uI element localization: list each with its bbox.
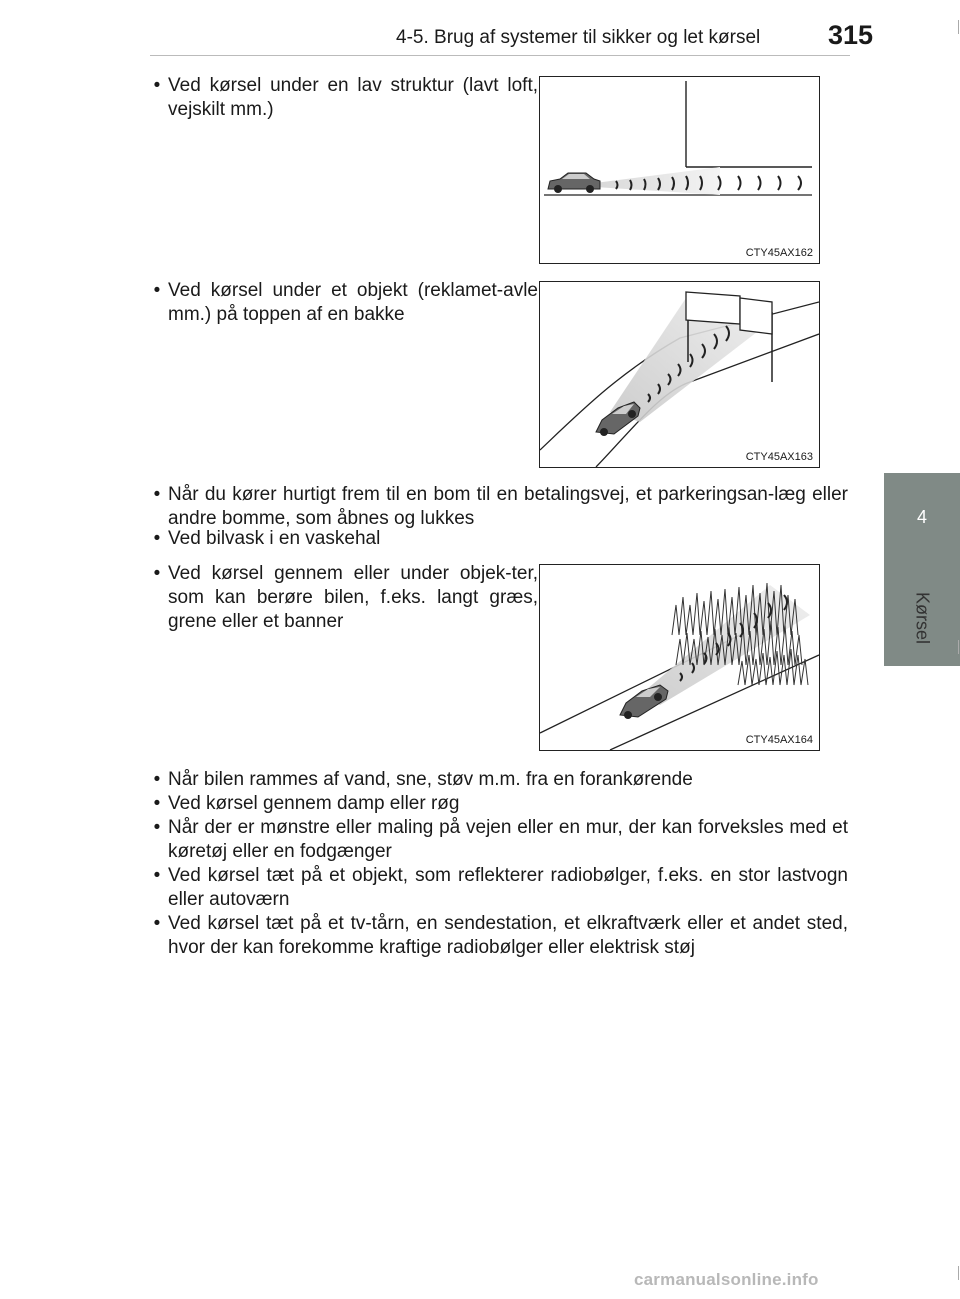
list-item-text: Ved bilvask i en vaskehal <box>168 528 381 549</box>
watermark: carmanualsonline.info <box>634 1270 819 1289</box>
bullet-dot: • <box>153 913 161 934</box>
bullet-dot: • <box>153 280 161 301</box>
figure-code: CTY45AX162 <box>745 247 813 259</box>
list-item-text: Når der er mønstre eller maling på vejen eller en mur, der kan forveksles med et køretøj eller en fodgænger <box>168 817 848 862</box>
list-item <box>146 792 848 816</box>
section-title: 4-5. Brug af systemer til sikker og let kørsel <box>396 27 761 48</box>
list-item-text: Ved kørsel gennem eller under objek-ter, som kan berøre bilen, f.eks. langt græs, grene eller et banner <box>168 563 538 632</box>
figure-hilltop-object <box>539 281 820 468</box>
list-item-text: Ved kørsel under en lav struktur (lavt loft, vejskilt mm.) <box>168 75 538 120</box>
header-rule <box>150 55 850 56</box>
list-item <box>146 483 848 531</box>
crop-mark <box>958 20 959 34</box>
list-item <box>146 816 848 864</box>
list-item-text: Ved kørsel gennem damp eller røg <box>168 793 460 814</box>
bullet-dot: • <box>153 484 161 505</box>
list-item <box>146 279 538 327</box>
list-item <box>146 527 848 551</box>
bullet-dot: • <box>153 75 161 96</box>
list-item-text: Når bilen rammes af vand, sne, støv m.m. fra en forankørende <box>168 769 693 790</box>
list-item <box>146 768 848 792</box>
crop-mark <box>958 1266 959 1280</box>
figure-code: CTY45AX163 <box>745 451 813 463</box>
list-item-text: Ved kørsel tæt på et objekt, som reflekterer radiobølger, f.eks. en stor lastvogn eller autoværn <box>168 865 848 910</box>
chapter-label: Kørsel <box>912 591 933 645</box>
crop-mark <box>958 640 959 654</box>
list-item <box>146 562 538 634</box>
figure-code: CTY45AX164 <box>745 734 813 746</box>
list-item <box>146 74 538 122</box>
list-item-text: Ved kørsel tæt på et tv-tårn, en sendestation, et elkraftværk eller et andet sted, hvor der kan forekomme kraftige radiobølger eller elektrisk støj <box>168 913 848 958</box>
bullet-dot: • <box>153 793 161 814</box>
bullet-dot: • <box>153 817 161 838</box>
bullet-dot: • <box>153 528 161 549</box>
bullet-dot: • <box>153 769 161 790</box>
figure-grass-branches <box>539 564 820 751</box>
page-number: 315 <box>828 20 874 50</box>
figure-low-structure <box>539 76 820 264</box>
list-item <box>146 912 848 960</box>
list-item-text: Ved kørsel under et objekt (reklamet-avle mm.) på toppen af en bakke <box>168 280 538 325</box>
bullet-dot: • <box>153 563 161 584</box>
list-item <box>146 864 848 912</box>
chapter-label-box <box>884 570 960 666</box>
chapter-number: 4 <box>916 507 927 527</box>
list-item-text: Når du kører hurtigt frem til en bom til en betalingsvej, et parkeringsan-læg eller andre bomme, som åbnes og lukkes <box>168 484 848 529</box>
bullet-dot: • <box>153 865 161 886</box>
